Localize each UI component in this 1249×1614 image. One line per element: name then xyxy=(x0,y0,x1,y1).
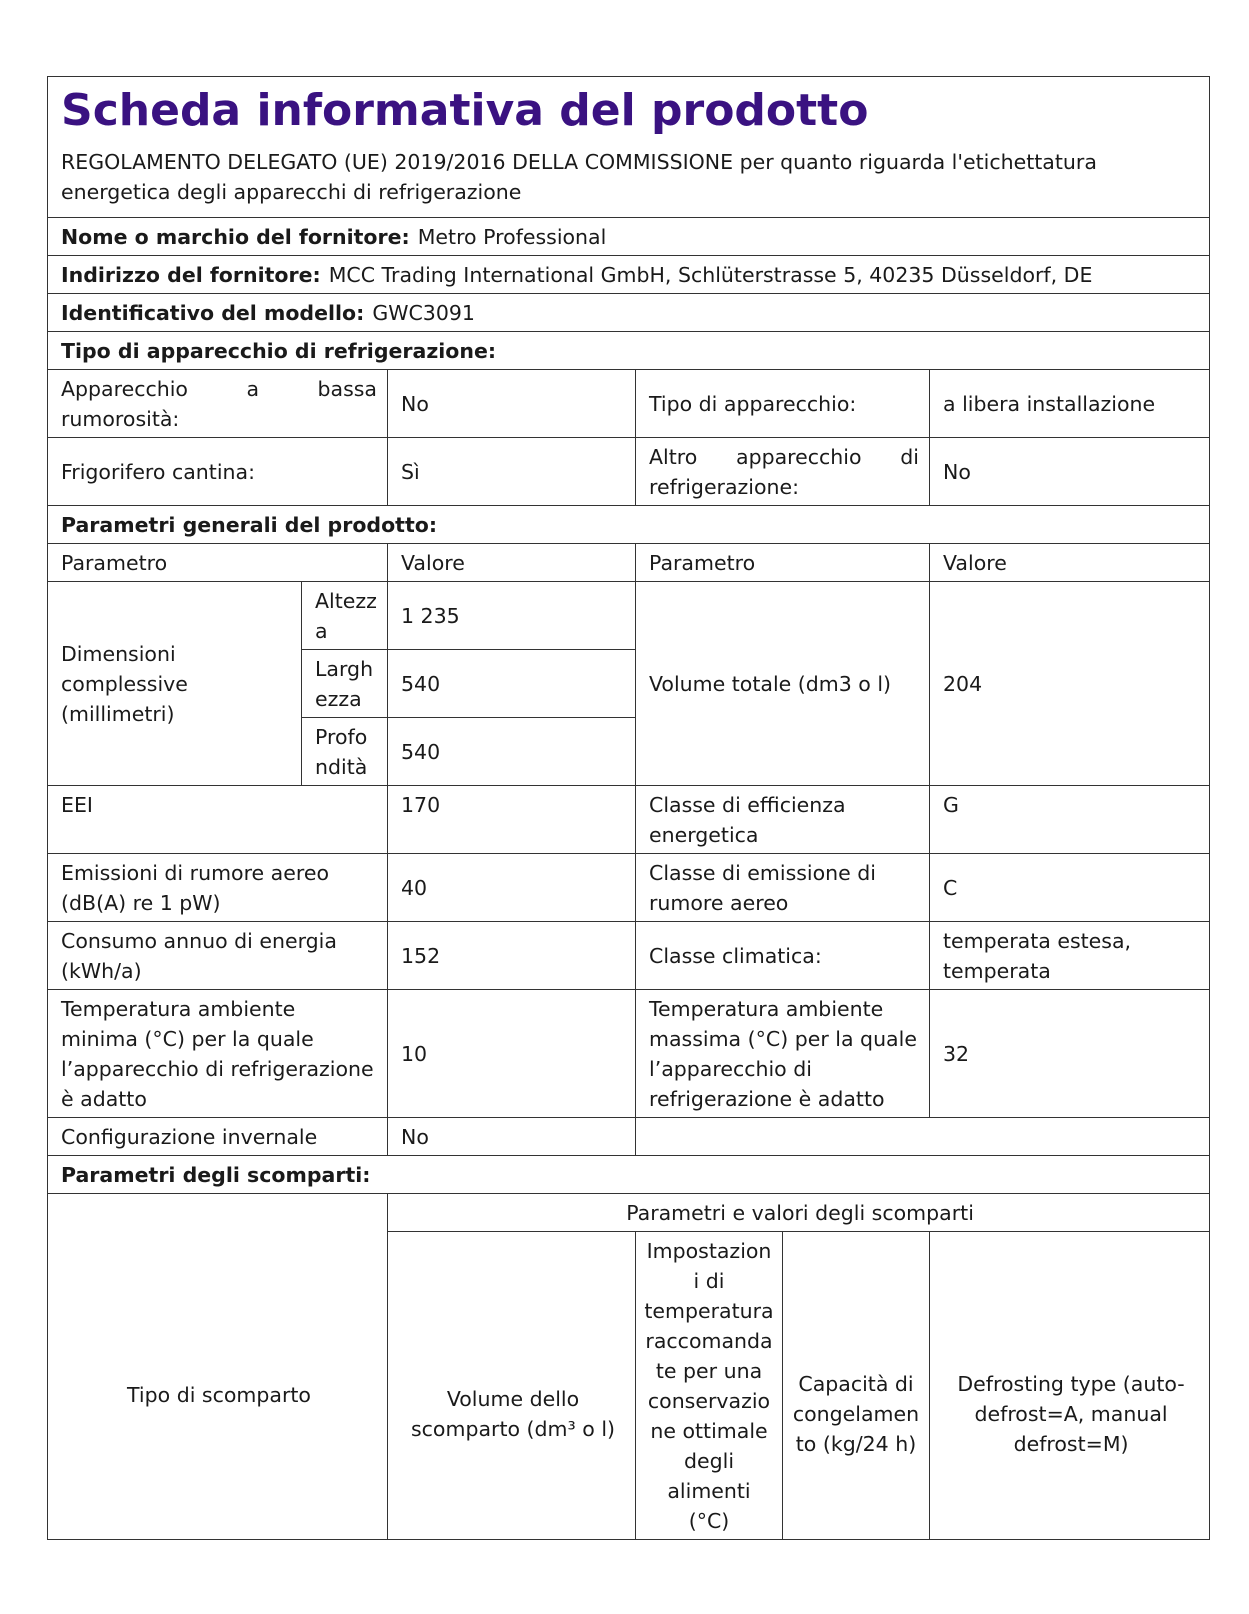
product-information-sheet xyxy=(47,76,1209,1540)
total-volume-label: Volume totale (dm3 o l) xyxy=(636,582,930,786)
winter-setting-row xyxy=(48,1118,1210,1156)
eei-row xyxy=(48,786,1210,854)
dimensions-label: Dimensioni complessive (millimetri) xyxy=(48,582,302,786)
design-type-value: a libera installazione xyxy=(930,370,1210,438)
column-header-value-2: Valore xyxy=(930,544,1210,582)
supplier-name-row xyxy=(48,218,1210,256)
height-label: Altezza xyxy=(302,582,388,650)
min-ambient-temp-value: 10 xyxy=(388,990,636,1118)
freezing-capacity-header: Capacità di congelamento (kg/24 h) xyxy=(783,1232,930,1540)
climate-class-label: Classe climatica: xyxy=(636,922,930,990)
depth-value: 540 xyxy=(388,718,636,786)
noise-emission-value: 40 xyxy=(388,854,636,922)
compartment-type-header: Tipo di scomparto xyxy=(48,1194,388,1540)
model-identifier-value: GWC3091 xyxy=(372,301,475,325)
total-volume-value: 204 xyxy=(930,582,1210,786)
design-type-label: Tipo di apparecchio: xyxy=(636,370,930,438)
recommended-temp-header: Impostazioni di temperatura raccomandate per una conservazione ottimale degli alimenti (°C) xyxy=(636,1232,783,1540)
height-value: 1 235 xyxy=(388,582,636,650)
wine-storage-value: Sì xyxy=(388,438,636,506)
other-appliance-label: Altro apparecchio di refrigerazione: xyxy=(636,438,930,506)
width-label: Larghezza xyxy=(302,650,388,718)
general-params-heading-row xyxy=(48,506,1210,544)
appliance-type-row-2 xyxy=(48,438,1210,506)
winter-setting-label: Configurazione invernale xyxy=(48,1118,388,1156)
min-ambient-temp-label: Temperatura ambiente minima (°C) per la quale l’apparecchio di refrigerazione è adatto xyxy=(48,990,388,1118)
defrosting-type-header: Defrosting type (auto-defrost=A, manual defrost=M) xyxy=(930,1232,1210,1540)
general-params-header-row xyxy=(48,544,1210,582)
winter-setting-value: No xyxy=(388,1118,636,1156)
noise-emission-label: Emissioni di rumore aereo (dB(A) re 1 pW) xyxy=(48,854,388,922)
column-header-value: Valore xyxy=(388,544,636,582)
max-ambient-temp-label: Temperatura ambiente massima (°C) per la quale l’apparecchio di refrigerazione è adatto xyxy=(636,990,930,1118)
low-noise-value: No xyxy=(388,370,636,438)
appliance-type-row-1 xyxy=(48,370,1210,438)
width-value: 540 xyxy=(388,650,636,718)
compartments-heading-row xyxy=(48,1156,1210,1194)
low-noise-label: Apparecchio a bassa rumorosità: xyxy=(48,370,388,438)
eei-value: 170 xyxy=(388,786,636,854)
appliance-type-heading: Tipo di apparecchio di refrigerazione: xyxy=(61,339,497,363)
column-header-parameter: Parametro xyxy=(48,544,388,582)
energy-class-value: G xyxy=(930,786,1210,854)
compartment-volume-header: Volume dello scomparto (dm³ o l) xyxy=(388,1232,636,1540)
energy-class-label: Classe di efficienza energetica xyxy=(636,786,930,854)
noise-row xyxy=(48,854,1210,922)
wine-storage-label: Frigorifero cantina: xyxy=(48,438,388,506)
page-title: Scheda informativa del prodotto xyxy=(61,85,869,136)
supplier-name-label: Nome o marchio del fornitore: xyxy=(61,225,410,249)
climate-class-value: temperata estesa, temperata xyxy=(930,922,1210,990)
supplier-name-value: Metro Professional xyxy=(417,225,607,249)
eei-label: EEI xyxy=(48,786,388,854)
regulation-subtitle: REGOLAMENTO DELEGATO (UE) 2019/2016 DELLA COMMISSIONE per quanto riguarda l'etichettatura energetica degli apparecchi di refrigerazione xyxy=(61,150,1097,204)
noise-class-value: C xyxy=(930,854,1210,922)
depth-label: Profondità xyxy=(302,718,388,786)
dimension-height-row xyxy=(48,582,1210,650)
header-cell xyxy=(48,77,1210,218)
header-row xyxy=(48,77,1210,218)
energy-consumption-label: Consumo annuo di energia (kWh/a) xyxy=(48,922,388,990)
noise-class-label: Classe di emissione di rumore aereo xyxy=(636,854,930,922)
compartments-group-header-row xyxy=(48,1194,1210,1232)
max-ambient-temp-value: 32 xyxy=(930,990,1210,1118)
supplier-address-label: Indirizzo del fornitore: xyxy=(61,263,321,287)
model-identifier-row xyxy=(48,294,1210,332)
product-info-table xyxy=(47,76,1210,1540)
supplier-address-row xyxy=(48,256,1210,294)
general-params-heading: Parametri generali del prodotto: xyxy=(61,513,438,537)
compartment-params-header: Parametri e valori degli scomparti xyxy=(388,1194,1210,1232)
energy-consumption-row xyxy=(48,922,1210,990)
appliance-type-heading-row xyxy=(48,332,1210,370)
energy-consumption-value: 152 xyxy=(388,922,636,990)
supplier-address-value: MCC Trading International GmbH, Schlüterstrasse 5, 40235 Düsseldorf, DE xyxy=(328,263,1093,287)
model-identifier-label: Identificativo del modello: xyxy=(61,301,365,325)
other-appliance-value: No xyxy=(930,438,1210,506)
column-header-parameter-2: Parametro xyxy=(636,544,930,582)
ambient-temperature-row xyxy=(48,990,1210,1118)
empty-cell xyxy=(636,1118,1210,1156)
compartments-heading: Parametri degli scomparti: xyxy=(61,1163,371,1187)
